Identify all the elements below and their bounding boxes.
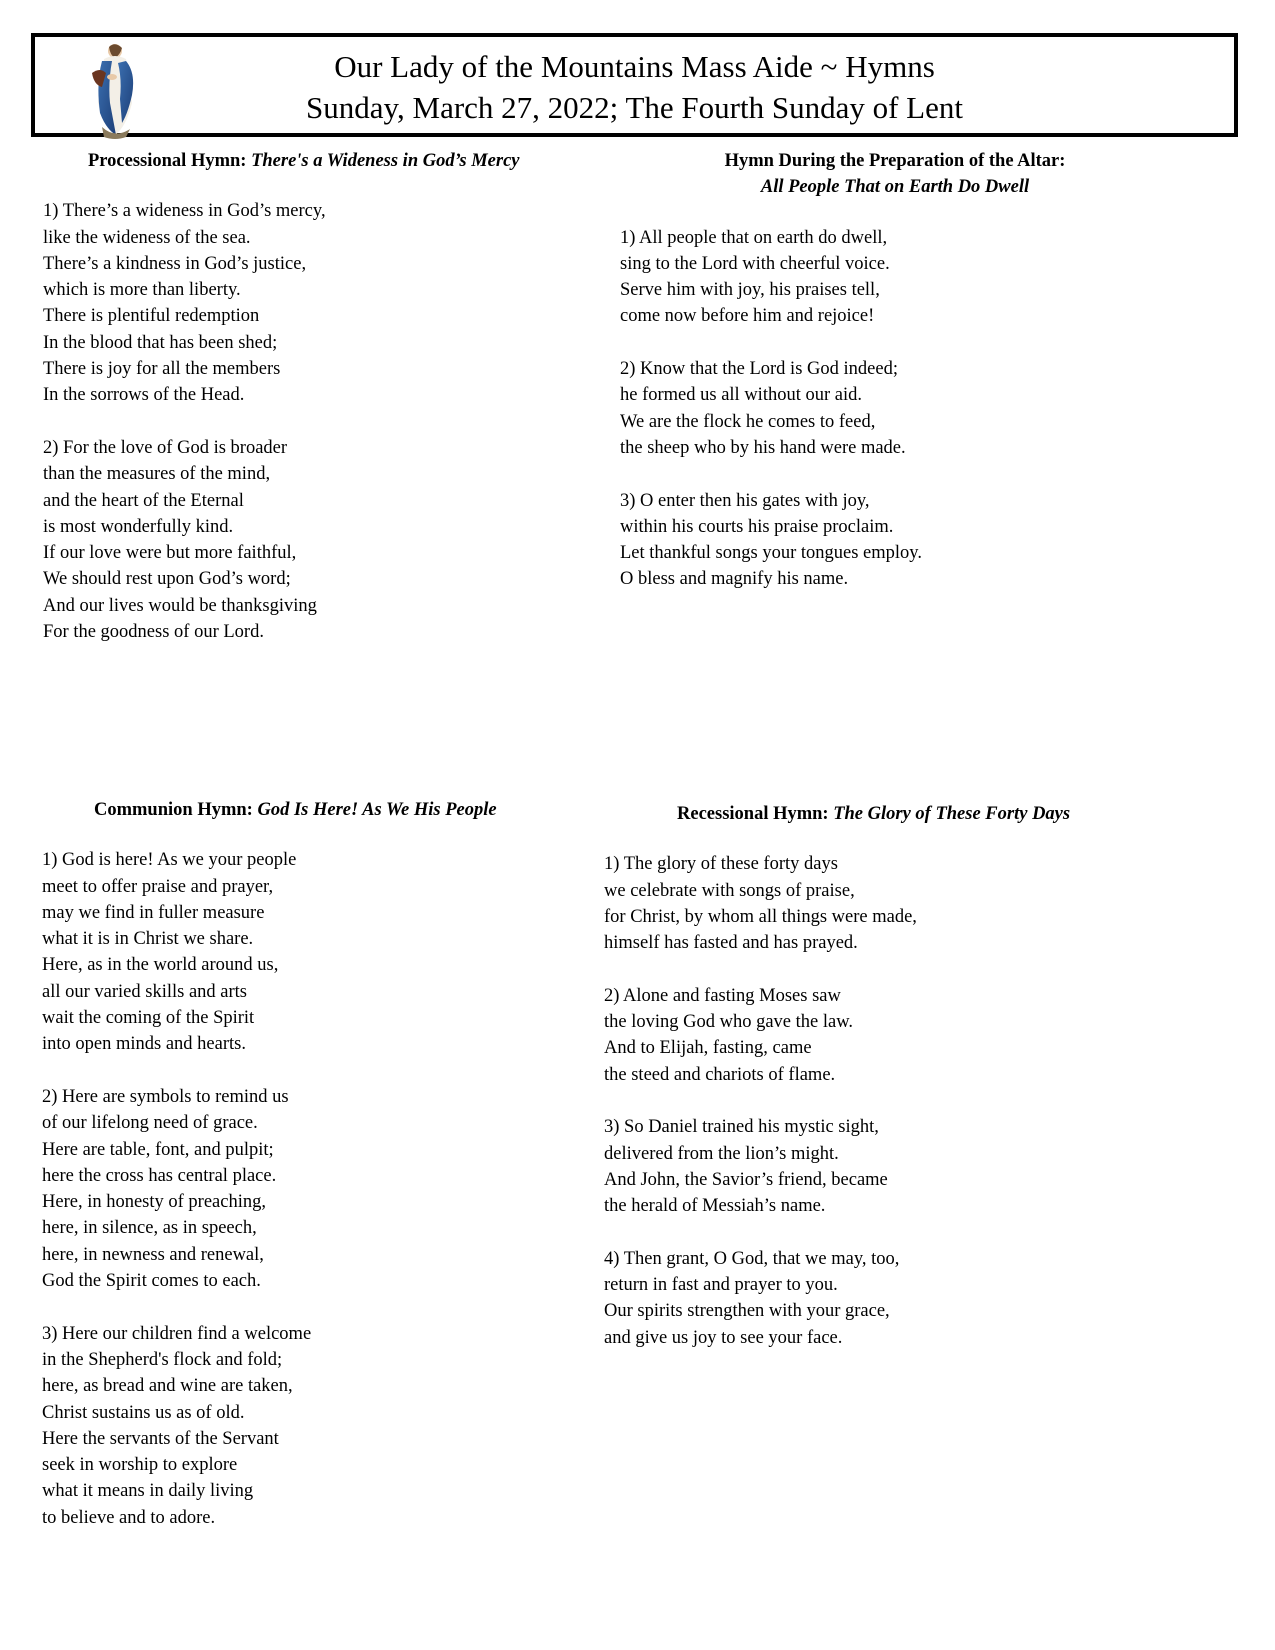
verse-line: We should rest upon God’s word;: [43, 569, 291, 590]
verse-line: 1) There’s a wideness in God’s mercy,: [43, 201, 326, 222]
verse-line: the loving God who gave the law.: [604, 1012, 854, 1033]
header-banner: [31, 33, 1238, 137]
processional-hymn: [43, 148, 520, 672]
verse-line: Serve him with joy, his praises tell,: [620, 280, 880, 301]
verse-line: the steed and chariots of flame.: [604, 1064, 836, 1085]
verse: [620, 225, 1170, 330]
hymn-verses: [43, 198, 520, 645]
verse-line: what it is in Christ we share.: [42, 929, 254, 950]
verse: [620, 488, 1170, 593]
verse-line: which is more than liberty.: [43, 280, 241, 301]
verse-line: wait the coming of the Spirit: [42, 1008, 255, 1029]
verse-line: to believe and to adore.: [42, 1507, 216, 1528]
verse-line: meet to offer praise and prayer,: [42, 876, 274, 897]
hymn-label: Recessional Hymn:: [677, 804, 834, 824]
header-subtitle: Sunday, March 27, 2022; The Fourth Sunday of Lent: [306, 90, 963, 125]
verse-line: return in fast and prayer to you.: [604, 1275, 838, 1296]
verse-line: In the sorrows of the Head.: [43, 385, 245, 406]
hymn-name: All People That on Earth Do Dwell: [760, 177, 1030, 198]
verse-line: 1) All people that on earth do dwell,: [620, 227, 888, 248]
verse: [604, 1114, 1070, 1219]
verse-line: here, in silence, as in speech,: [42, 1218, 257, 1239]
verse: [620, 356, 1170, 461]
verse-line: what it means in daily living: [42, 1481, 254, 1502]
hymn-title: [604, 801, 1070, 827]
verse-line: O bless and magnify his name.: [620, 569, 849, 590]
verse-line: Christ sustains us as of old.: [42, 1402, 245, 1423]
verse-line: 2) Here are symbols to remind us: [42, 1086, 289, 1107]
recessional-hymn: [604, 801, 1070, 1377]
verse-line: Here are table, font, and pulpit;: [42, 1139, 274, 1160]
verse-line: himself has fasted and has prayed.: [604, 933, 858, 954]
verse-line: Let thankful songs your tongues employ.: [620, 543, 922, 564]
verse-line: There is joy for all the members: [43, 359, 281, 380]
verse-line: of our lifelong need of grace.: [42, 1113, 258, 1134]
verse: [42, 1321, 497, 1531]
hymn-label: Communion Hymn:: [94, 800, 258, 820]
verse-line: Our spirits strengthen with your grace,: [604, 1301, 890, 1322]
verse-line: may we find in fuller measure: [42, 902, 265, 923]
verse-line: seek in worship to explore: [42, 1455, 238, 1476]
verse: [43, 198, 520, 408]
verse-line: is most wonderfully kind.: [43, 516, 234, 537]
verse-line: Here, in honesty of preaching,: [42, 1192, 266, 1213]
verse-line: In the blood that has been shed;: [43, 332, 278, 353]
hymn-verses: [42, 847, 497, 1531]
verse-line: 3) O enter then his gates with joy,: [620, 490, 870, 511]
verse-line: Here, as in the world around us,: [42, 955, 279, 976]
verse-line: And our lives would be thanksgiving: [43, 595, 317, 616]
verse-line: If our love were but more faithful,: [43, 543, 297, 564]
verse-line: we celebrate with songs of praise,: [604, 880, 855, 901]
verse-line: than the measures of the mind,: [43, 464, 271, 485]
verse-line: here, in newness and renewal,: [42, 1244, 264, 1265]
verse: [604, 1246, 1070, 1351]
verse-line: 3) Here our children find a welcome: [42, 1323, 312, 1344]
verse-line: 1) God is here! As we your people: [42, 850, 297, 871]
verse-line: 2) Know that the Lord is God indeed;: [620, 359, 898, 380]
verse-line: sing to the Lord with cheerful voice.: [620, 253, 890, 274]
verse-line: all our varied skills and arts: [42, 981, 247, 1002]
verse-line: 2) Alone and fasting Moses saw: [604, 985, 841, 1006]
header-title: Our Lady of the Mountains Mass Aide ~ Hymns: [334, 49, 935, 84]
hymn-title: [620, 148, 1170, 201]
verse-line: Here the servants of the Servant: [42, 1428, 279, 1449]
verse-line: here, as bread and wine are taken,: [42, 1376, 293, 1397]
verse-line: the herald of Messiah’s name.: [604, 1196, 826, 1217]
verse: [604, 983, 1070, 1088]
hymn-verses: [620, 225, 1170, 593]
hymn-label: Processional Hymn:: [88, 151, 252, 171]
verse-line: 4) Then grant, O God, that we may, too,: [604, 1248, 900, 1269]
verse: [42, 847, 497, 1057]
verse-line: come now before him and rejoice!: [620, 306, 875, 327]
verse-line: here the cross has central place.: [42, 1165, 277, 1186]
verse-line: For the goodness of our Lord.: [43, 622, 264, 643]
hymn-verses: [604, 851, 1070, 1351]
hymn-name: There's a Wideness in God’s Mercy: [251, 151, 520, 171]
verse-line: There’s a kindness in God’s justice,: [43, 253, 307, 274]
hymn-name: God Is Here! As We His People: [257, 800, 497, 820]
verse-line: and give us joy to see your face.: [604, 1327, 843, 1348]
verse-line: 1) The glory of these forty days: [604, 854, 838, 875]
verse-line: And to Elijah, fasting, came: [604, 1038, 812, 1059]
hymn-title: [43, 148, 520, 174]
verse-line: for Christ, by whom all things were made,: [604, 906, 917, 927]
verse-line: 3) So Daniel trained his mystic sight,: [604, 1117, 879, 1138]
preparation-hymn: [620, 148, 1170, 619]
verse-line: he formed us all without our aid.: [620, 385, 862, 406]
hymn-name: The Glory of These Forty Days: [833, 804, 1071, 824]
verse-line: God the Spirit comes to each.: [42, 1271, 261, 1292]
verse-line: within his courts his praise proclaim.: [620, 516, 894, 537]
hymn-title: [42, 797, 497, 823]
verse-line: into open minds and hearts.: [42, 1034, 246, 1055]
communion-hymn: [42, 797, 497, 1557]
verse-line: like the wideness of the sea.: [43, 227, 251, 248]
verse-line: the sheep who by his hand were made.: [620, 437, 906, 458]
hymn-label: Hymn During the Preparation of the Altar:: [724, 151, 1066, 171]
verse-line: 2) For the love of God is broader: [43, 437, 288, 458]
verse-line: There is plentiful redemption: [43, 306, 260, 327]
verse-line: in the Shepherd's flock and fold;: [42, 1349, 283, 1370]
verse: [604, 851, 1070, 956]
verse: [42, 1084, 497, 1294]
verse-line: We are the flock he comes to feed,: [620, 411, 876, 432]
verse-line: and the heart of the Eternal: [43, 490, 244, 511]
verse: [43, 435, 520, 645]
verse-line: And John, the Savior’s friend, became: [604, 1169, 888, 1190]
verse-line: delivered from the lion’s might.: [604, 1143, 839, 1164]
